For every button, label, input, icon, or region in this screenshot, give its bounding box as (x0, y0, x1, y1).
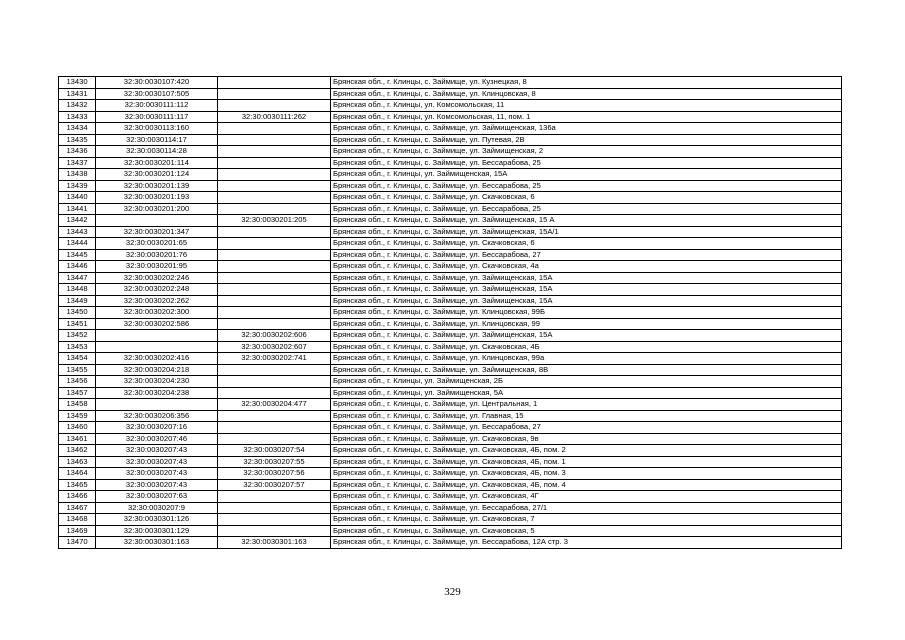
related-cadastral-number-cell: 32:30:0030301:163 (218, 537, 331, 549)
table-row (59, 410, 842, 422)
cadastral-number-cell: 32:30:0030301:126 (96, 514, 218, 526)
address-cell: Брянская обл., г. Клинцы, с. Займище, ул. Скачковская, 6 (331, 192, 842, 204)
related-cadastral-number-cell (218, 261, 331, 273)
row-number-cell: 13441 (59, 203, 96, 215)
cadastral-number-cell: 32:30:0030201:95 (96, 261, 218, 273)
cadastral-number-cell: 32:30:0030207:43 (96, 456, 218, 468)
cadastral-number-cell (96, 330, 218, 342)
cadastral-number-cell: 32:30:0030201:76 (96, 249, 218, 261)
cadastral-number-cell: 32:30:0030201:65 (96, 238, 218, 250)
related-cadastral-number-cell (218, 364, 331, 376)
cadastral-number-cell: 32:30:0030206:356 (96, 410, 218, 422)
cadastral-number-cell: 32:30:0030114:17 (96, 134, 218, 146)
cadastral-number-cell: 32:30:0030201:124 (96, 169, 218, 181)
cadastral-number-cell: 32:30:0030201:114 (96, 157, 218, 169)
address-cell: Брянская обл., г. Клинцы, с. Займище, ул. Займищенская, 15А (331, 284, 842, 296)
cadastral-number-cell: 32:30:0030207:43 (96, 479, 218, 491)
cadastral-number-cell: 32:30:0030202:246 (96, 272, 218, 284)
address-cell: Брянская обл., г. Клинцы, ул. Займищенская, 5А (331, 387, 842, 399)
related-cadastral-number-cell (218, 192, 331, 204)
table-row (59, 192, 842, 204)
table-row (59, 146, 842, 158)
address-cell: Брянская обл., г. Клинцы, с. Займище, ул. Клинцовская, 99Б (331, 307, 842, 319)
row-number-cell: 13451 (59, 318, 96, 330)
address-cell: Брянская обл., г. Клинцы, ул. Комсомольская, 11, пом. 1 (331, 111, 842, 123)
row-number-cell: 13453 (59, 341, 96, 353)
cadastral-number-cell (96, 341, 218, 353)
row-number-cell: 13447 (59, 272, 96, 284)
row-number-cell: 13448 (59, 284, 96, 296)
address-cell: Брянская обл., г. Клинцы, с. Займище, ул. Займищенская, 15 А (331, 215, 842, 227)
address-cell: Брянская обл., г. Клинцы, с. Займище, ул. Займищенская, 8В (331, 364, 842, 376)
related-cadastral-number-cell: 32:30:0030204:477 (218, 399, 331, 411)
row-number-cell: 13459 (59, 410, 96, 422)
table-row (59, 502, 842, 514)
row-number-cell: 13463 (59, 456, 96, 468)
table-row (59, 180, 842, 192)
table-row (59, 422, 842, 434)
related-cadastral-number-cell: 32:30:0030207:56 (218, 468, 331, 480)
row-number-cell: 13461 (59, 433, 96, 445)
table-row (59, 261, 842, 273)
cadastral-number-cell: 32:30:0030202:586 (96, 318, 218, 330)
table-row (59, 445, 842, 457)
table-row (59, 376, 842, 388)
table-row (59, 215, 842, 227)
table-row (59, 387, 842, 399)
address-cell: Брянская обл., г. Клинцы, с. Займище, ул. Займищенская, 136а (331, 123, 842, 135)
row-number-cell: 13433 (59, 111, 96, 123)
row-number-cell: 13450 (59, 307, 96, 319)
row-number-cell: 13468 (59, 514, 96, 526)
table-row (59, 307, 842, 319)
address-cell: Брянская обл., г. Клинцы, с. Займище, ул. Бессарабова, 25 (331, 157, 842, 169)
address-cell: Брянская обл., г. Клинцы, с. Займище, ул. Клинцовская, 8 (331, 88, 842, 100)
table-row (59, 169, 842, 181)
related-cadastral-number-cell (218, 318, 331, 330)
cadastral-number-cell: 32:30:0030204:218 (96, 364, 218, 376)
cadastral-number-cell (96, 215, 218, 227)
cadastral-number-cell: 32:30:0030202:416 (96, 353, 218, 365)
related-cadastral-number-cell: 32:30:0030202:741 (218, 353, 331, 365)
cadastral-number-cell: 32:30:0030201:347 (96, 226, 218, 238)
cadastral-number-cell: 32:30:0030201:193 (96, 192, 218, 204)
related-cadastral-number-cell (218, 376, 331, 388)
related-cadastral-number-cell (218, 422, 331, 434)
related-cadastral-number-cell (218, 134, 331, 146)
cadastral-number-cell: 32:30:0030207:46 (96, 433, 218, 445)
cadastral-number-cell: 32:30:0030207:9 (96, 502, 218, 514)
row-number-cell: 13444 (59, 238, 96, 250)
row-number-cell: 13457 (59, 387, 96, 399)
related-cadastral-number-cell: 32:30:0030207:55 (218, 456, 331, 468)
related-cadastral-number-cell (218, 410, 331, 422)
row-number-cell: 13460 (59, 422, 96, 434)
row-number-cell: 13440 (59, 192, 96, 204)
row-number-cell: 13466 (59, 491, 96, 503)
cadastral-number-cell: 32:30:0030204:230 (96, 376, 218, 388)
related-cadastral-number-cell (218, 525, 331, 537)
address-cell: Брянская обл., г. Клинцы, с. Займище, ул. Центральная, 1 (331, 399, 842, 411)
address-cell: Брянская обл., г. Клинцы, с. Займище, ул. Скачковская, 4Б, пом. 3 (331, 468, 842, 480)
address-cell: Брянская обл., г. Клинцы, с. Займище, ул. Займищенская, 15А (331, 295, 842, 307)
related-cadastral-number-cell (218, 284, 331, 296)
cadastral-number-cell: 32:30:0030207:43 (96, 445, 218, 457)
table-row (59, 514, 842, 526)
address-cell: Брянская обл., г. Клинцы, ул. Займищенская, 15А (331, 169, 842, 181)
address-cell: Брянская обл., г. Клинцы, с. Займище, ул. Бессарабова, 27 (331, 422, 842, 434)
row-number-cell: 13430 (59, 77, 96, 89)
related-cadastral-number-cell (218, 387, 331, 399)
related-cadastral-number-cell: 32:30:0030201:205 (218, 215, 331, 227)
table-row (59, 295, 842, 307)
cadastral-number-cell: 32:30:0030201:139 (96, 180, 218, 192)
cadastral-number-cell: 32:30:0030113:160 (96, 123, 218, 135)
row-number-cell: 13470 (59, 537, 96, 549)
table-row (59, 456, 842, 468)
address-cell: Брянская обл., г. Клинцы, с. Займище, ул. Скачковская, 4Г (331, 491, 842, 503)
related-cadastral-number-cell (218, 146, 331, 158)
cadastral-number-cell: 32:30:0030114:28 (96, 146, 218, 158)
table-row (59, 537, 842, 549)
address-cell: Брянская обл., г. Клинцы, с. Займище, ул. Бессарабова, 25 (331, 180, 842, 192)
address-cell: Брянская обл., г. Клинцы, с. Займище, ул. Займищенская, 15А/1 (331, 226, 842, 238)
address-cell: Брянская обл., г. Клинцы, с. Займище, ул. Кузнецкая, 8 (331, 77, 842, 89)
address-cell: Брянская обл., г. Клинцы, с. Займище, ул. Скачковская, 4Б, пом. 1 (331, 456, 842, 468)
address-cell: Брянская обл., г. Клинцы, с. Займище, ул. Скачковская, 4а (331, 261, 842, 273)
address-cell: Брянская обл., г. Клинцы, с. Займище, ул. Скачковская, 6 (331, 238, 842, 250)
related-cadastral-number-cell (218, 433, 331, 445)
row-number-cell: 13438 (59, 169, 96, 181)
table-row (59, 238, 842, 250)
table-row (59, 77, 842, 89)
table-body (59, 77, 842, 549)
related-cadastral-number-cell (218, 180, 331, 192)
related-cadastral-number-cell (218, 88, 331, 100)
row-number-cell: 13449 (59, 295, 96, 307)
table-row (59, 272, 842, 284)
row-number-cell: 13452 (59, 330, 96, 342)
row-number-cell: 13443 (59, 226, 96, 238)
table-row (59, 364, 842, 376)
related-cadastral-number-cell: 32:30:0030111:262 (218, 111, 331, 123)
address-cell: Брянская обл., г. Клинцы, с. Займище, ул. Клинцовская, 99а (331, 353, 842, 365)
related-cadastral-number-cell (218, 203, 331, 215)
cadastral-number-cell: 32:30:0030301:129 (96, 525, 218, 537)
table-row (59, 433, 842, 445)
address-cell: Брянская обл., г. Клинцы, с. Займище, ул. Бессарабова, 25 (331, 203, 842, 215)
address-cell: Брянская обл., г. Клинцы, с. Займище, ул. Путевая, 2В (331, 134, 842, 146)
related-cadastral-number-cell (218, 157, 331, 169)
table-row (59, 399, 842, 411)
table-row (59, 134, 842, 146)
table-row (59, 100, 842, 112)
cadastral-number-cell: 32:30:0030202:300 (96, 307, 218, 319)
page-number: 329 (444, 586, 461, 598)
row-number-cell: 13456 (59, 376, 96, 388)
cadastral-number-cell: 32:30:0030301:163 (96, 537, 218, 549)
address-cell: Брянская обл., г. Клинцы, с. Займище, ул. Бессарабова, 27 (331, 249, 842, 261)
row-number-cell: 13437 (59, 157, 96, 169)
address-cell: Брянская обл., г. Клинцы, с. Займище, ул. Скачковская, 4Б, пом. 4 (331, 479, 842, 491)
related-cadastral-number-cell (218, 502, 331, 514)
cadastral-number-cell: 32:30:0030111:112 (96, 100, 218, 112)
address-cell: Брянская обл., г. Клинцы, с. Займище, ул. Скачковская, 9в (331, 433, 842, 445)
row-number-cell: 13469 (59, 525, 96, 537)
address-cell: Брянская обл., г. Клинцы, с. Займище, ул. Займищенская, 2 (331, 146, 842, 158)
related-cadastral-number-cell (218, 77, 331, 89)
table-row (59, 330, 842, 342)
address-cell: Брянская обл., г. Клинцы, с. Займище, ул. Бессарабова, 12А стр. 3 (331, 537, 842, 549)
row-number-cell: 13436 (59, 146, 96, 158)
address-cell: Брянская обл., г. Клинцы, с. Займище, ул. Скачковская, 5 (331, 525, 842, 537)
cadastral-number-cell: 32:30:0030202:248 (96, 284, 218, 296)
row-number-cell: 13434 (59, 123, 96, 135)
related-cadastral-number-cell (218, 514, 331, 526)
address-cell: Брянская обл., г. Клинцы, с. Займище, ул. Займищенская, 15А (331, 272, 842, 284)
row-number-cell: 13431 (59, 88, 96, 100)
cadastral-number-cell: 32:30:0030204:238 (96, 387, 218, 399)
row-number-cell: 13435 (59, 134, 96, 146)
table-row (59, 479, 842, 491)
property-registry-table (58, 76, 842, 549)
row-number-cell: 13467 (59, 502, 96, 514)
table-row (59, 353, 842, 365)
cadastral-number-cell (96, 399, 218, 411)
related-cadastral-number-cell (218, 123, 331, 135)
related-cadastral-number-cell (218, 238, 331, 250)
table-row (59, 341, 842, 353)
related-cadastral-number-cell: 32:30:0030207:54 (218, 445, 331, 457)
row-number-cell: 13442 (59, 215, 96, 227)
address-cell: Брянская обл., г. Клинцы, с. Займище, ул. Скачковская, 7 (331, 514, 842, 526)
address-cell: Брянская обл., г. Клинцы, с. Займище, ул. Бессарабова, 27/1 (331, 502, 842, 514)
row-number-cell: 13462 (59, 445, 96, 457)
related-cadastral-number-cell (218, 169, 331, 181)
table-row (59, 88, 842, 100)
table-row (59, 468, 842, 480)
row-number-cell: 13439 (59, 180, 96, 192)
row-number-cell: 13446 (59, 261, 96, 273)
address-cell: Брянская обл., г. Клинцы, ул. Комсомольская, 11 (331, 100, 842, 112)
row-number-cell: 13445 (59, 249, 96, 261)
row-number-cell: 13432 (59, 100, 96, 112)
related-cadastral-number-cell (218, 307, 331, 319)
related-cadastral-number-cell (218, 226, 331, 238)
cadastral-number-cell: 32:30:0030107:505 (96, 88, 218, 100)
row-number-cell: 13455 (59, 364, 96, 376)
row-number-cell: 13464 (59, 468, 96, 480)
related-cadastral-number-cell (218, 491, 331, 503)
table-row (59, 491, 842, 503)
table-row (59, 111, 842, 123)
address-cell: Брянская обл., г. Клинцы, с. Займище, ул. Клинцовская, 99 (331, 318, 842, 330)
table-row (59, 203, 842, 215)
related-cadastral-number-cell (218, 249, 331, 261)
row-number-cell: 13465 (59, 479, 96, 491)
address-cell: Брянская обл., г. Клинцы, с. Займище, ул. Займищенская, 15А (331, 330, 842, 342)
table-row (59, 318, 842, 330)
row-number-cell: 13458 (59, 399, 96, 411)
address-cell: Брянская обл., г. Клинцы, с. Займище, ул. Главная, 15 (331, 410, 842, 422)
row-number-cell: 13454 (59, 353, 96, 365)
address-cell: Брянская обл., г. Клинцы, ул. Займищенская, 2Б (331, 376, 842, 388)
related-cadastral-number-cell (218, 295, 331, 307)
table-row (59, 123, 842, 135)
address-cell: Брянская обл., г. Клинцы, с. Займище, ул. Скачковская, 4Б (331, 341, 842, 353)
cadastral-number-cell: 32:30:0030202:262 (96, 295, 218, 307)
related-cadastral-number-cell (218, 100, 331, 112)
cadastral-number-cell: 32:30:0030207:63 (96, 491, 218, 503)
cadastral-number-cell: 32:30:0030107:420 (96, 77, 218, 89)
table-row (59, 249, 842, 261)
cadastral-number-cell: 32:30:0030207:43 (96, 468, 218, 480)
address-cell: Брянская обл., г. Клинцы, с. Займище, ул. Скачковская, 4Б, пом. 2 (331, 445, 842, 457)
table-row (59, 525, 842, 537)
table-row (59, 284, 842, 296)
cadastral-number-cell: 32:30:0030201:200 (96, 203, 218, 215)
cadastral-number-cell: 32:30:0030207:16 (96, 422, 218, 434)
related-cadastral-number-cell (218, 272, 331, 284)
related-cadastral-number-cell: 32:30:0030207:57 (218, 479, 331, 491)
table-row (59, 226, 842, 238)
related-cadastral-number-cell: 32:30:0030202:607 (218, 341, 331, 353)
cadastral-number-cell: 32:30:0030111:117 (96, 111, 218, 123)
table-row (59, 157, 842, 169)
related-cadastral-number-cell: 32:30:0030202:606 (218, 330, 331, 342)
